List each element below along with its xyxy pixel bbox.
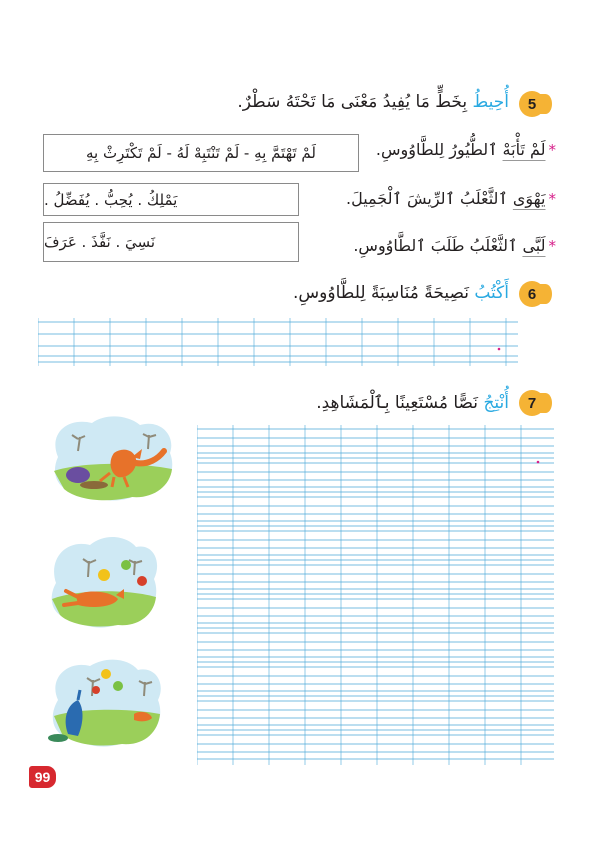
exercise-7-badge: 7 bbox=[519, 390, 545, 416]
options-box-1-text: لَمْ تَهْتَمَّ بِهِ - لَمْ تَنْتَبِهْ لَهُ - لَمْ تَكْتَرِثْ بِهِ bbox=[86, 144, 316, 162]
exercise-6-title bbox=[293, 283, 509, 303]
bullet-star-icon: * bbox=[548, 190, 556, 208]
page-number: 99 bbox=[29, 766, 56, 788]
options-box-2-text: يَمْلِكُ . يُحِبُّ . يُفَضِّلُ . bbox=[44, 190, 178, 209]
sentence-1-underlined: لَمْ تَأْبَهْ bbox=[502, 140, 546, 159]
options-box-1[interactable] bbox=[43, 134, 359, 172]
fox-and-birds-scene-icon bbox=[48, 533, 158, 631]
writing-lines-ex7[interactable] bbox=[197, 425, 554, 765]
exercise-5-keyword: أُحِيطُ bbox=[472, 92, 509, 112]
exercise-6-keyword: أَكْتُبُ bbox=[474, 283, 509, 303]
options-box-3-text: نَسِيَ . نَفَّذَ . عَرَفَ bbox=[44, 233, 156, 251]
writing-lines-ex6[interactable] bbox=[38, 318, 518, 366]
sentence-1-rest: ٱلطُّيُورُ لِلطَّاوُوسِ. bbox=[375, 140, 503, 159]
sentence-2-rest: ٱلثَّعْلَبُ ٱلرِّيشَ ٱلْجَمِيلَ. bbox=[346, 189, 513, 208]
exercise-6-badge: 6 bbox=[519, 281, 545, 307]
exercise-5-title bbox=[237, 92, 509, 112]
peacock-and-fox-scene-icon bbox=[48, 656, 164, 748]
options-box-3[interactable] bbox=[43, 222, 299, 262]
exercise-7-title bbox=[316, 392, 509, 413]
exercise-7-keyword: أُنْتِجُ bbox=[483, 393, 509, 413]
options-box-2[interactable] bbox=[43, 183, 299, 216]
exercise-5-badge: 5 bbox=[519, 91, 545, 117]
sentence-3 bbox=[353, 236, 556, 255]
exercise-7-instruction: نَصًّا مُسْتَعِينًا بِٱلْمَشَاهِدِ. bbox=[316, 393, 484, 413]
sentence-3-underlined: لَبَّى bbox=[522, 236, 546, 255]
exercise-5-instruction: بِخَطٍّ مَا يُفِيدُ مَعْنَى مَا تَحْتَهُ سَطْرٌ. bbox=[237, 92, 473, 112]
bullet-star-icon: * bbox=[548, 141, 556, 159]
sentence-1 bbox=[376, 140, 556, 159]
sentence-2 bbox=[346, 189, 556, 208]
sentence-3-rest: ٱلثَّعْلَبُ طَلَبَ ٱلطَّاوُوسِ. bbox=[353, 236, 523, 255]
sentence-2-underlined: يَهْوَى bbox=[512, 189, 546, 208]
exercise-6-instruction: نَصِيحَةً مُنَاسِبَةً لِلطَّاوُوسِ. bbox=[293, 283, 475, 303]
bullet-star-icon: * bbox=[548, 237, 556, 255]
fox-and-peacock-scene-icon bbox=[48, 413, 176, 501]
